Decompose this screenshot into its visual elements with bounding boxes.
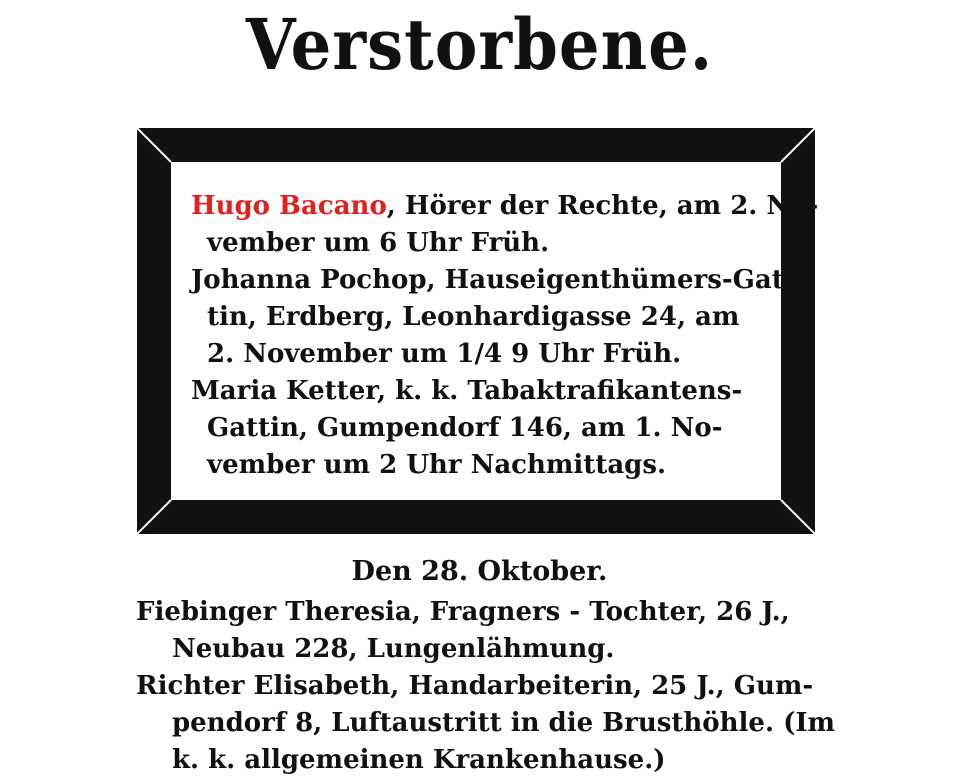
entry-text-line: k. k. allgemeinen Krankenhause.) [172, 745, 666, 775]
entry-text-line: , Hörer der Rechte, am 2. No- [386, 191, 819, 221]
entry-text-line: Fiebinger Theresia, Fragners - Tochter, 26 J., [136, 597, 790, 627]
entry-text-line: pendorf 8, Luftaustritt in die Brusthöhle. (Im [172, 708, 836, 738]
entry-text-line: 2. November um 1/4 9 Uhr Früh. [207, 339, 682, 369]
entry-text-line: Neubau 228, Lungenlähmung. [172, 634, 615, 664]
frame-interior [171, 162, 819, 500]
lower-entries [136, 594, 836, 779]
deceased-name-highlighted: Hugo Bacano [191, 191, 387, 221]
entry-text-line: tin, Erdberg, Leonhardigasse 24, am [207, 302, 740, 332]
entry-text-line: vember um 2 Uhr Nachmittags. [207, 450, 667, 480]
entry-text-line: vember um 6 Uhr Früh. [207, 228, 550, 258]
entry-ketter [191, 373, 769, 484]
date-heading: Den 28. Oktober. [351, 556, 608, 587]
entry-pochop [191, 262, 795, 373]
entry-text-line: Gattin, Gumpendorf 146, am 1. No- [207, 413, 723, 443]
entry-text-line: Johanna Pochop, Hauseigenthümers-Gat- [191, 265, 795, 295]
entry-text-line: Richter Elisabeth, Handarbeiterin, 25 J., Gum- [136, 671, 814, 701]
entry-text-line: Maria Ketter, k. k. Tabaktrafikantens- [191, 376, 743, 406]
framed-entries [191, 188, 819, 484]
mourning-frame [137, 128, 819, 534]
entry-bacano [191, 188, 819, 262]
section-title: Verstorbene. [245, 4, 714, 87]
